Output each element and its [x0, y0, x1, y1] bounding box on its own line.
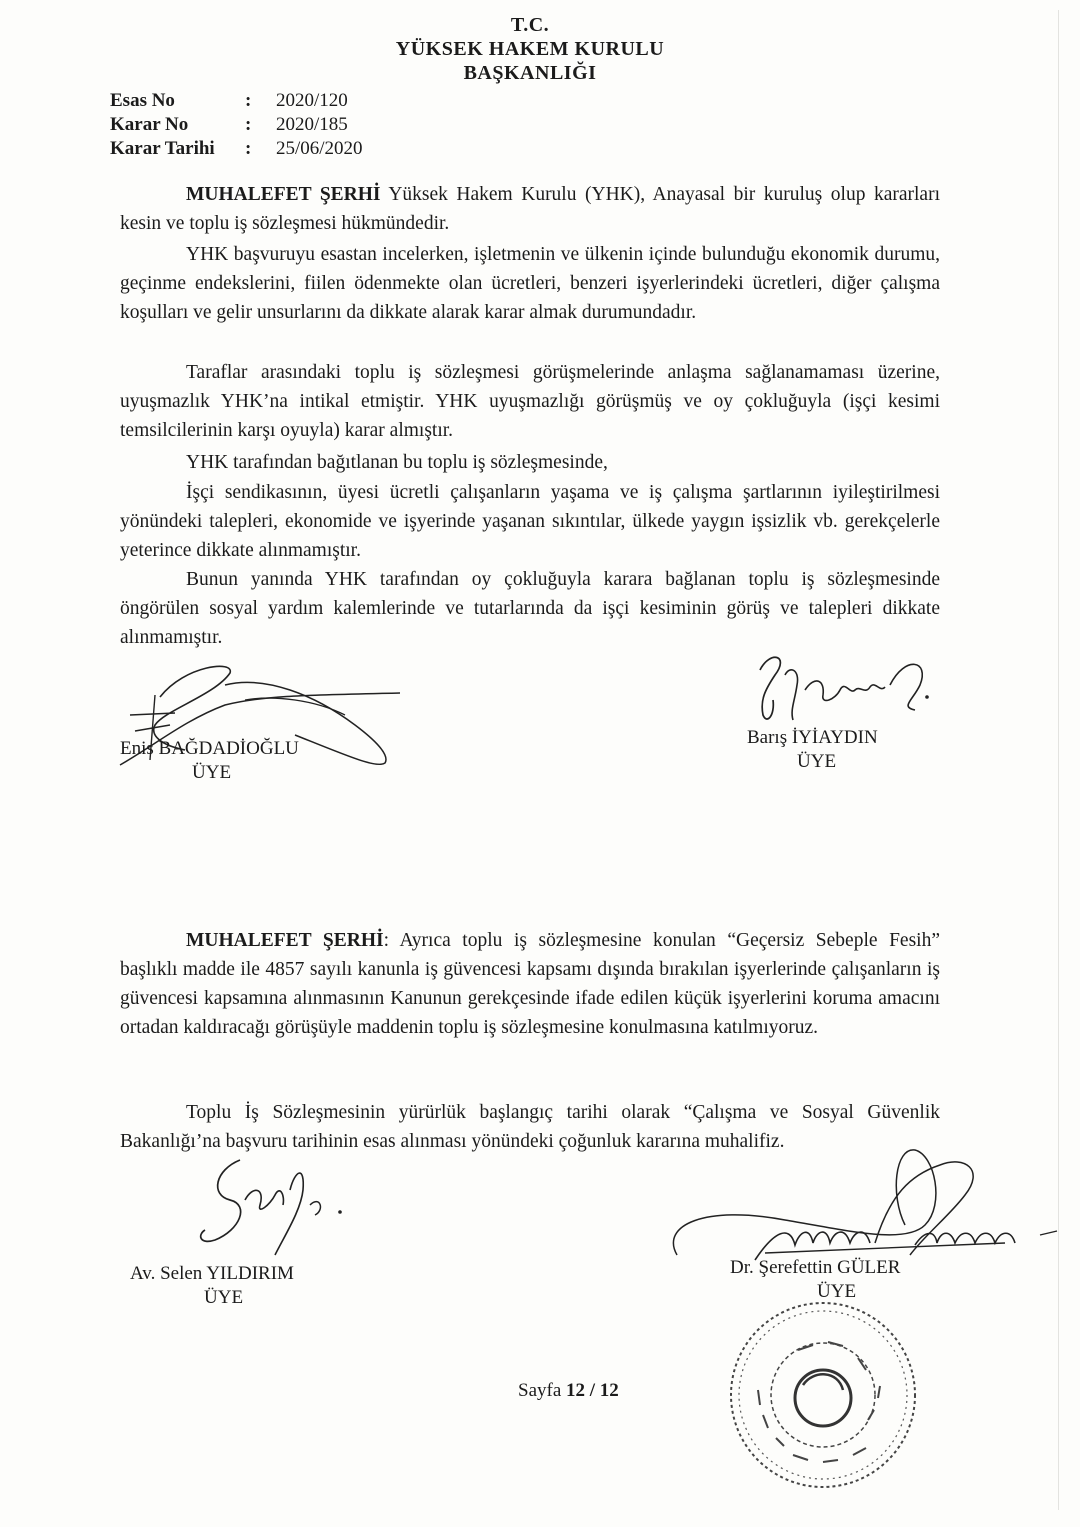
meta-value: 2020/185: [276, 114, 348, 135]
header-presidency: BAŞKANLIĞI: [463, 62, 597, 84]
meta-label: Karar Tarihi: [110, 138, 215, 159]
paragraph-8: Toplu İş Sözleşmesinin yürürlük başlangıç tarihi olarak “Çalışma ve Sosyal Güvenlik Bakanlığı’na başvuru tarihinin esas alınması yönündeki çoğunluk kararına muhalifiz.: [120, 1102, 940, 1152]
page-prefix: Sayfa: [518, 1380, 567, 1401]
dissent-paragraph-1: [120, 180, 940, 238]
official-seal: [718, 1290, 928, 1500]
signatory-role: ÜYE: [797, 751, 837, 772]
meta-label: Esas No: [110, 90, 175, 111]
paragraph-3: Taraflar arasındaki toplu iş sözleşmesi görüşmelerinde anlaşma sağlanamaması üzerine, uyuşmazlık YHK’na intikal etmiştir. YHK uyuşmazlığı görüşmüş ve oy çokluğuyla (işçi kesimi temsilcilerinin karşı oyuyla) karar almıştır.: [120, 362, 940, 441]
page-number: 12 / 12: [566, 1380, 619, 1401]
signatory-name: Av. Selen YILDIRIM: [130, 1263, 294, 1284]
page-footer: [518, 1380, 619, 1402]
meta-colon: :: [245, 90, 252, 111]
meta-colon: :: [245, 138, 252, 159]
signature-guler: [665, 1135, 1065, 1275]
signature-iyiaydin: [745, 645, 945, 730]
header-institution: YÜKSEK HAKEM KURULU: [395, 38, 665, 60]
signatory-role: ÜYE: [192, 762, 232, 783]
signatory-role: ÜYE: [204, 1287, 244, 1308]
meta-value: 25/06/2020: [276, 138, 363, 159]
signatory-name: Dr. Şerefettin GÜLER: [730, 1257, 901, 1278]
meta-colon: :: [245, 114, 252, 135]
paragraph-text: : Ayrıca toplu iş sözleşmesine konulan “Geçersiz Sebeple Fesih” başlıklı madde ile 4857 sayılı kanunla iş güvencesi kapsamı dışında bırakılan işyerlerinde çalışanların iş güvencesi kapsamına alınmasının Kanunun gerekçesinde ifade edilen küçük işyerlerini koruma amacını ortadan kaldıracağı görüşüyle maddenin toplu iş sözleşmesine konulmasına katılmıyoruz.: [120, 930, 940, 1038]
paragraph-4: YHK tarafından bağıtlanan bu toplu iş sözleşmesinde,: [186, 452, 608, 473]
signature-yildirim: [185, 1150, 365, 1260]
scan-edge-line: [1058, 10, 1059, 1510]
signatory-name: Barış İYİAYDIN: [747, 727, 878, 748]
paragraph-5: İşçi sendikasının, üyesi ücretli çalışanların yaşama ve iş çalışma şartlarının iyileştirilmesi yönündeki talepleri, ekonomide ve işyerinde yaşanan sıkıntılar, ülkede yaygın işsizlik vb. gerekçelerle yeterince dikkate alınmamıştır.: [120, 482, 940, 561]
meta-label: Karar No: [110, 114, 189, 135]
paragraph-2: YHK başvuruyu esastan incelerken, işletmenin ve ülkenin içinde bulunduğu ekonomik durumu, geçinme endekslerini, fiilen ödenmekte olan ücretleri, benzeri işyerlerindeki ücretleri, diğer çalışma koşulları ve gelir unsurlarını da dikkate alarak karar almak durumundadır.: [120, 244, 940, 323]
meta-value: 2020/120: [276, 90, 348, 111]
paragraph-6: Bunun yanında YHK tarafından oy çokluğuyla karara bağlanan toplu iş sözleşmesinde öngörülen sosyal yardım kalemlerinde ve tutarlarında da işçi kesiminin görüş ve talepleri dikkate alınmamıştır.: [120, 569, 940, 648]
header-tc: T.C.: [510, 14, 550, 36]
dissent-heading: MUHALEFET ŞERHİ: [186, 930, 384, 951]
signature-bagdadioglu: [115, 655, 415, 785]
dissent-heading: MUHALEFET ŞERHİ: [186, 184, 381, 205]
signatory-name: Enis BAĞDADİOĞLU: [120, 738, 299, 759]
dissent-paragraph-2: [120, 926, 940, 1042]
signatory-role: ÜYE: [817, 1281, 857, 1302]
paragraph-text: Yüksek Hakem Kurulu (YHK), Anayasal bir kuruluş olup kararları kesin ve toplu iş sözleşmesi hükmündedir.: [120, 184, 940, 234]
